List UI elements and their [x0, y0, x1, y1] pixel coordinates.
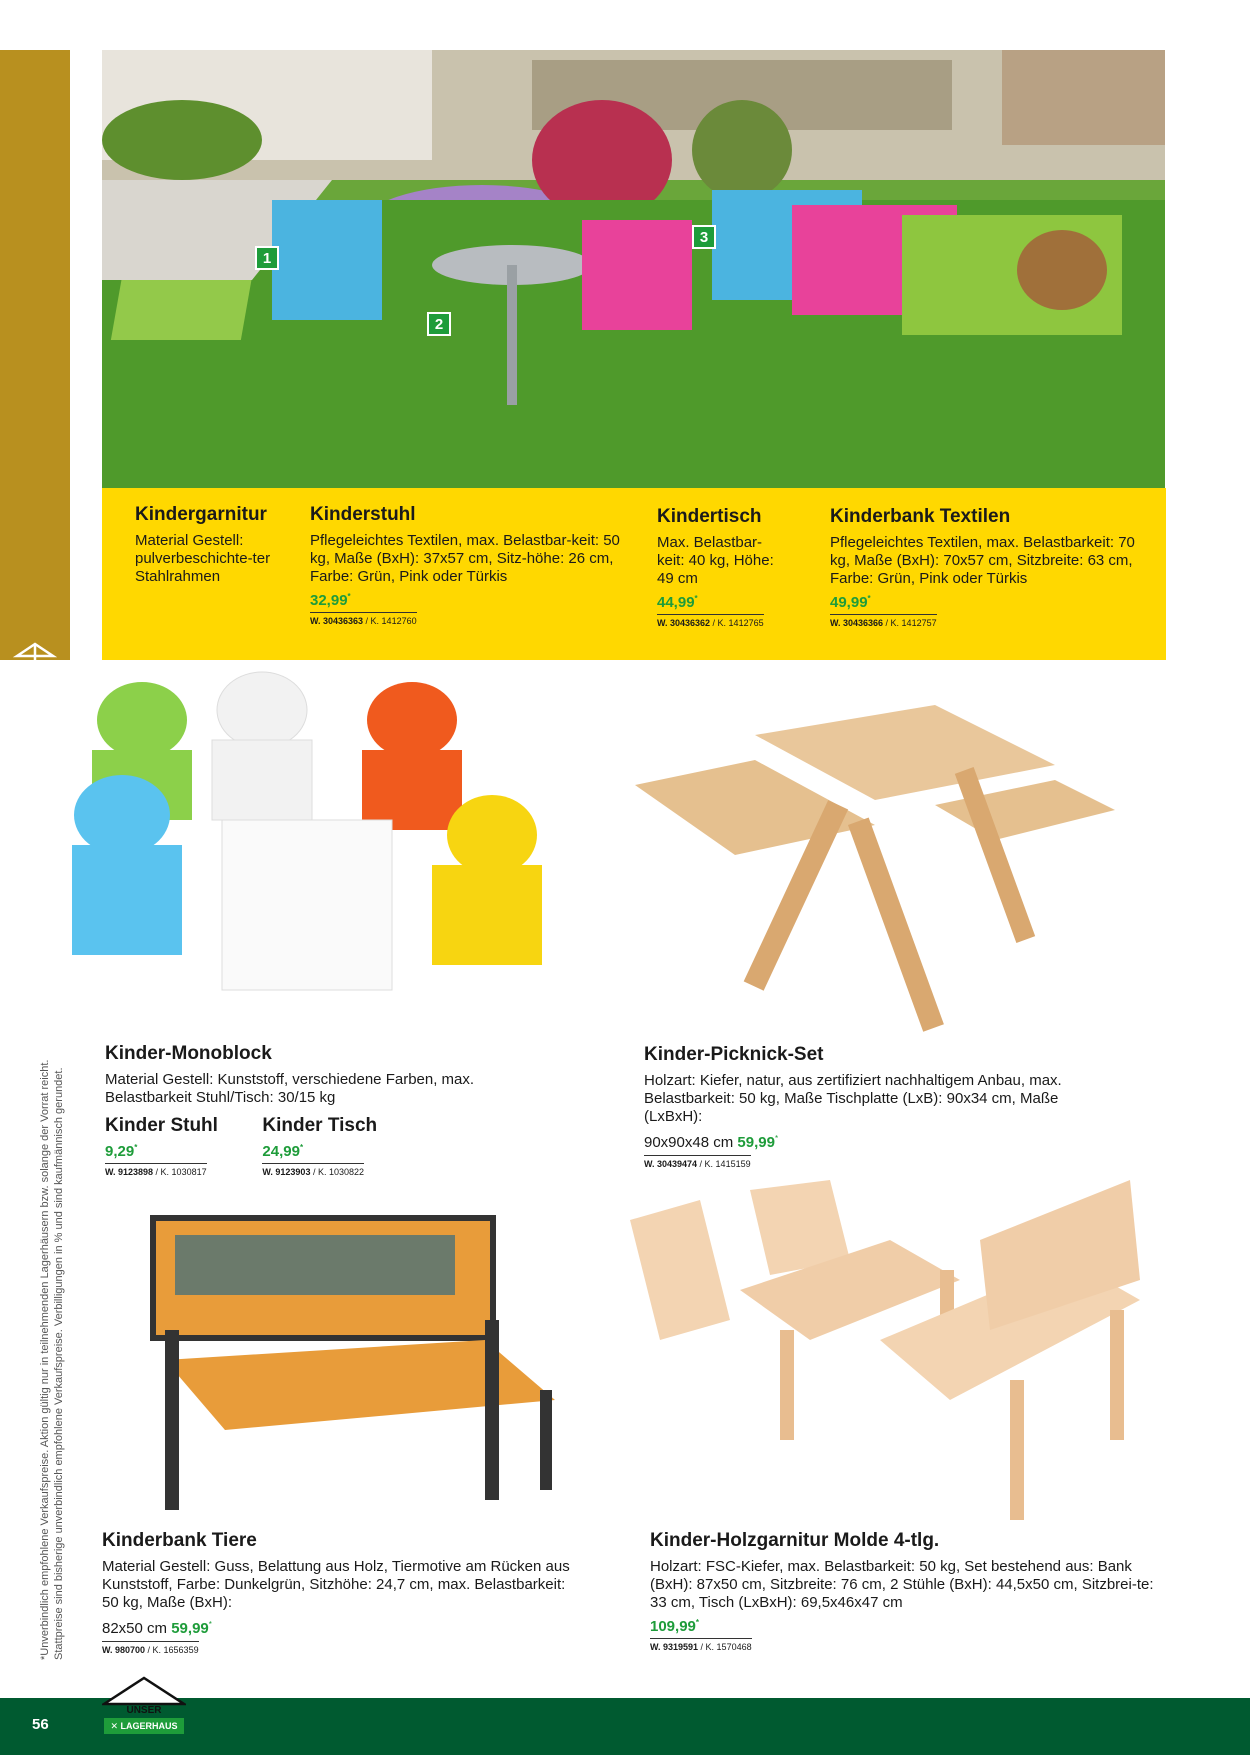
product-description: Material Gestell: Guss, Belattung aus Holz, Tiermotive am Rücken aus Kunststoff, Farbe: Dunkelgrün, Sitzhöhe: 24,7 cm, max. Belastbarkeit: 50 kg, Maße (BxH): — [102, 1558, 570, 1611]
product-info-band — [102, 488, 1166, 660]
offer-title: Kinder Tisch — [262, 1115, 378, 1136]
kinderbank-tiere-block — [102, 1530, 572, 1658]
product-description: Pflegeleichtes Textilen, max. Belastbarkeit: 70 kg, Maße (BxH): 70x57 cm, Sitzbreite: 63 cm, Farbe: Grün, Pink oder Türkis — [830, 534, 1135, 587]
product-title: Kinder-Holzgarnitur Molde 4-tlg. — [650, 1530, 940, 1551]
product-title: Kindergarnitur — [135, 504, 267, 525]
product-title: Kinderbank Tiere — [102, 1530, 257, 1551]
article-number: W. 30436366 / K. 1412757 — [830, 614, 937, 628]
product-description: Holzart: FSC-Kiefer, max. Belastbarkeit: 50 kg, Set bestehend aus: Bank (BxH): 87x50 cm, Sitzbreite: 76 cm, 2 Stühle (BxH): 44,5x50 cm, Sitzbrei-te: 33 cm, Tisch (LxBxH): 69,5x46x47 cm — [650, 1558, 1154, 1611]
cast-iron-bench-image — [145, 1210, 565, 1525]
price-disclaimer — [38, 960, 66, 1660]
molde-block — [650, 1530, 1165, 1655]
page-footer — [0, 1698, 1250, 1755]
disclaimer-line: Stattpreise sind bisherige unverbindlich empfohlene Verkaufspreise. Verbilligungen in % und sind kaufmännisch gerundet. — [53, 1067, 65, 1660]
logo-text: UNSER — [126, 1705, 162, 1716]
article-number: W. 980700 / K. 1656359 — [102, 1641, 199, 1655]
article-number: W. 30436363 / K. 1412760 — [310, 612, 417, 626]
product-description: Holzart: Kiefer, natur, aus zertifiziert nachhaltigem Anbau, max. Belastbarkeit: 50 kg, Maße Tischplatte (LxB): 90x34 cm, Maße (LxBxH): — [644, 1072, 1062, 1125]
product-title: Kinderstuhl — [310, 504, 416, 525]
monoblock-chairs-image — [62, 670, 562, 1005]
product-description: Material Gestell: Kunststoff, verschiedene Farben, max. Belastbarkeit Stuhl/Tisch: 30/15 kg — [105, 1071, 475, 1106]
product-title: Kindertisch — [657, 506, 762, 527]
marker-2: 2 — [427, 312, 451, 336]
disclaimer-line: *Unverbindlich empfohlene Verkaufspreise. Aktion gültig nur in teilnehmenden Lagerhäusern bzw. solange der Vorrat reicht. — [39, 1059, 51, 1660]
article-number: W. 9123903 / K. 1030822 — [262, 1163, 364, 1177]
kinder-stuhl-offer — [105, 1115, 218, 1180]
product-title: Kinder-Monoblock — [105, 1043, 272, 1064]
picnic-table-image — [635, 705, 1115, 1050]
price: 109,99* — [650, 1618, 700, 1635]
article-number: W. 30436362 / K. 1412765 — [657, 614, 764, 628]
kindergarnitur-block — [135, 504, 285, 586]
offer-title: Kinder Stuhl — [105, 1115, 218, 1136]
category-side-tab — [0, 50, 70, 660]
wooden-kids-set-image — [630, 1180, 1150, 1555]
picknick-block — [644, 1044, 1114, 1172]
logo-text: ✕ LAGERHAUS — [104, 1718, 184, 1734]
dimensions-and-price: 82x50 cm 59,99* — [102, 1620, 212, 1637]
product-description: Max. Belastbar-keit: 40 kg, Höhe: 49 cm — [657, 534, 774, 587]
price: 9,29* — [105, 1143, 138, 1160]
kindertisch-block — [657, 506, 787, 631]
monoblock-block — [105, 1043, 555, 1180]
article-number: W. 9319591 / K. 1570468 — [650, 1638, 752, 1652]
garden-furniture-icon — [13, 638, 57, 686]
price: 24,99* — [262, 1143, 304, 1160]
marker-1: 1 — [255, 246, 279, 270]
article-number: W. 9123898 / K. 1030817 — [105, 1163, 207, 1177]
price: 44,99* — [657, 594, 698, 611]
hero-garden-photo — [102, 50, 1165, 488]
product-title: Kinderbank Textilen — [830, 506, 1011, 527]
article-number: W. 30439474 / K. 1415159 — [644, 1155, 751, 1169]
kinderstuhl-block — [310, 504, 620, 629]
page-number: 56 — [32, 1716, 49, 1733]
price: 32,99* — [310, 592, 351, 609]
product-description: Pflegeleichtes Textilen, max. Belastbar-keit: 50 kg, Maße (BxH): 37x57 cm, Sitz-höhe: 26 cm, Farbe: Grün, Pink oder Türkis — [310, 532, 620, 585]
product-title: Kinder-Picknick-Set — [644, 1044, 824, 1065]
dimensions-and-price: 90x90x48 cm 59,99* — [644, 1134, 779, 1151]
kinderbank-textilen-block — [830, 506, 1140, 631]
product-description: Material Gestell: pulverbeschichte-ter Stahlrahmen — [135, 532, 271, 585]
lagerhaus-logo — [102, 1676, 186, 1738]
kinder-tisch-offer — [262, 1115, 377, 1180]
marker-3: 3 — [692, 225, 716, 249]
price: 49,99* — [830, 594, 871, 611]
